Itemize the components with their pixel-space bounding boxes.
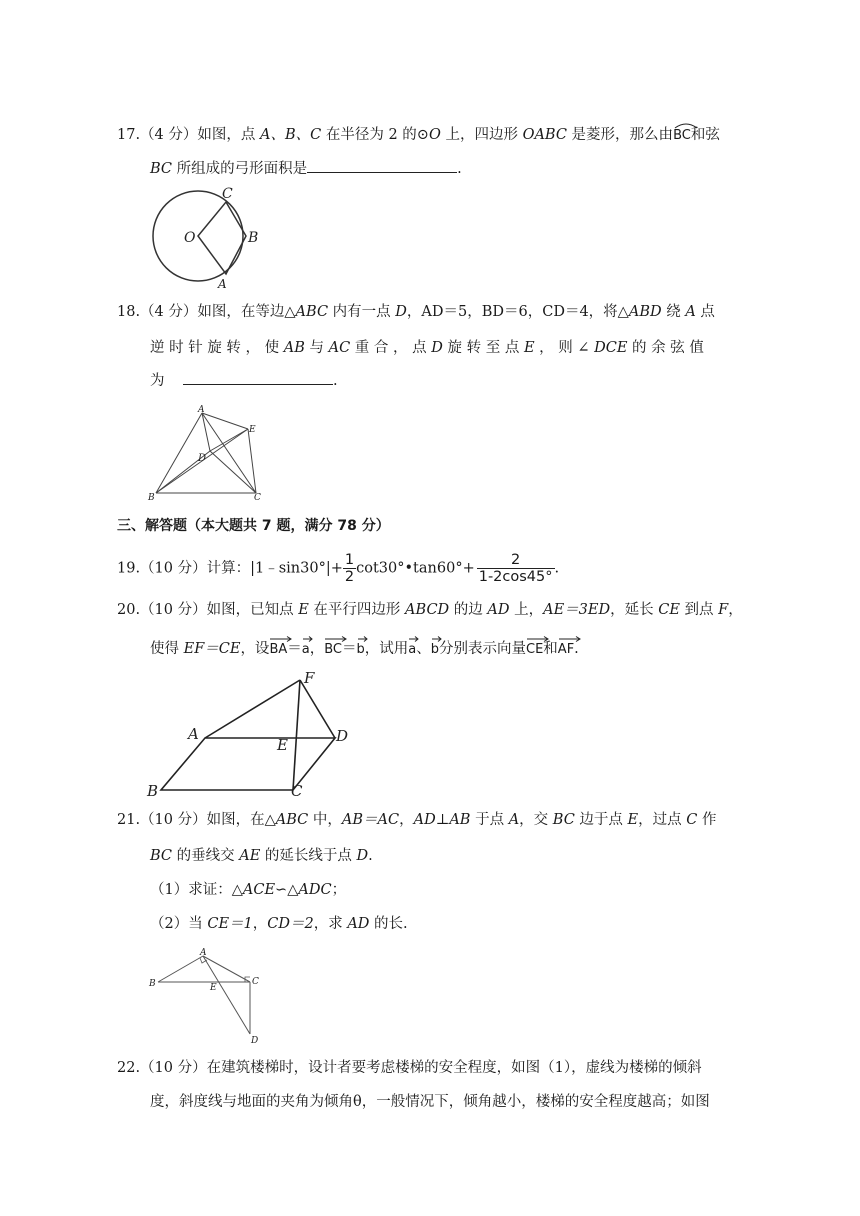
- q21-figure: [146, 946, 266, 1046]
- label-b: B: [148, 493, 155, 503]
- q21-part1: （1）求证：△ACE∽△ADC；: [150, 882, 347, 898]
- q17-line2: BC 所组成的弓形面积是 .: [150, 158, 462, 179]
- section-heading: 三、解答题（本大题共 7 题，满分 78 分）: [117, 518, 390, 534]
- label-d: D: [198, 453, 207, 464]
- label-o: O: [184, 230, 196, 246]
- label-c: C: [252, 977, 259, 987]
- label-a: A: [198, 405, 205, 415]
- q20-line1: 20.（10 分）如图，已知点 E 在平行四边形 ABCD 的边 AD 上，AE＝3ED，延长 CE 到点 F，: [117, 602, 743, 618]
- label-e: E: [277, 736, 288, 754]
- label-d: D: [336, 727, 349, 745]
- q19-line: 19.（10 分）计算：|1﹣sin30°|+ $\frac{1}{2}$ cot30°•tan60°+ $\frac{2}{1-2\cos 45^\circ}$ .: [117, 552, 560, 585]
- answer-blank: [307, 158, 457, 173]
- q18-figure: [148, 403, 268, 503]
- q21-line1: 21.（10 分）如图，在△ABC 中，AB＝AC，AD⊥AB 于点 A，交 BC 边于点 E，过点 C 作: [117, 812, 717, 828]
- label-a: A: [200, 948, 207, 958]
- label-c: C: [291, 782, 303, 800]
- q21-line2: BC 的垂线交 AE 的延长线于点 D.: [150, 848, 373, 864]
- label-b: B: [147, 782, 159, 800]
- label-a: A: [188, 725, 199, 743]
- label-b: B: [248, 230, 259, 246]
- q22-line2: 度，斜度线与地面的夹角为倾角θ，一般情况下，倾角越小，楼梯的安全程度越高；如图: [150, 1094, 710, 1110]
- q21-part2: （2）当 CE＝1，CD＝2，求 AD 的长.: [150, 916, 408, 932]
- q18-line2: 逆 时 针 旋 转 ， 使 AB 与 AC 重 合 ， 点 D 旋 转 至 点 E ， 则 ∠ DCE 的 余 弦 值: [150, 340, 704, 356]
- fraction-one-half: $\frac{1}{2}$: [344, 552, 355, 585]
- label-d: D: [251, 1036, 259, 1046]
- answer-blank: [183, 370, 333, 385]
- label-c: C: [254, 493, 261, 503]
- q20-line2: 使得 EF＝CE，设 BA＝ a， BC＝ b，试用 a、 b分别表示向量 CE和 AF.: [150, 636, 579, 660]
- q20-figure: [145, 668, 365, 798]
- q22-line1: 22.（10 分）在建筑楼梯时，设计者要考虑楼梯的安全程度，如图（1），虚线为楼梯的倾斜: [117, 1060, 702, 1076]
- label-e: E: [249, 425, 256, 435]
- q18-line1: 18.（4 分）如图，在等边△ABC 内有一点 D，AD＝5，BD＝6，CD＝4，将△ABD 绕 A 点: [117, 304, 715, 320]
- q17-line1: 17.（4 分）如图，点 A、B、C 在半径为 2 的⊙O 上，四边形 OABC 是菱形，那么由 BC和弦: [117, 122, 720, 146]
- label-e: E: [210, 983, 217, 993]
- q18-line3: 为 .: [150, 370, 338, 391]
- label-f: F: [304, 669, 315, 687]
- q17-figure: [150, 186, 260, 291]
- label-c: C: [222, 186, 233, 202]
- arc-bc: BC: [673, 122, 691, 146]
- label-a: A: [218, 277, 227, 291]
- label-b: B: [149, 979, 156, 989]
- fraction-cos: $\frac{2}{1-2\cos 45^\circ}$: [478, 552, 553, 585]
